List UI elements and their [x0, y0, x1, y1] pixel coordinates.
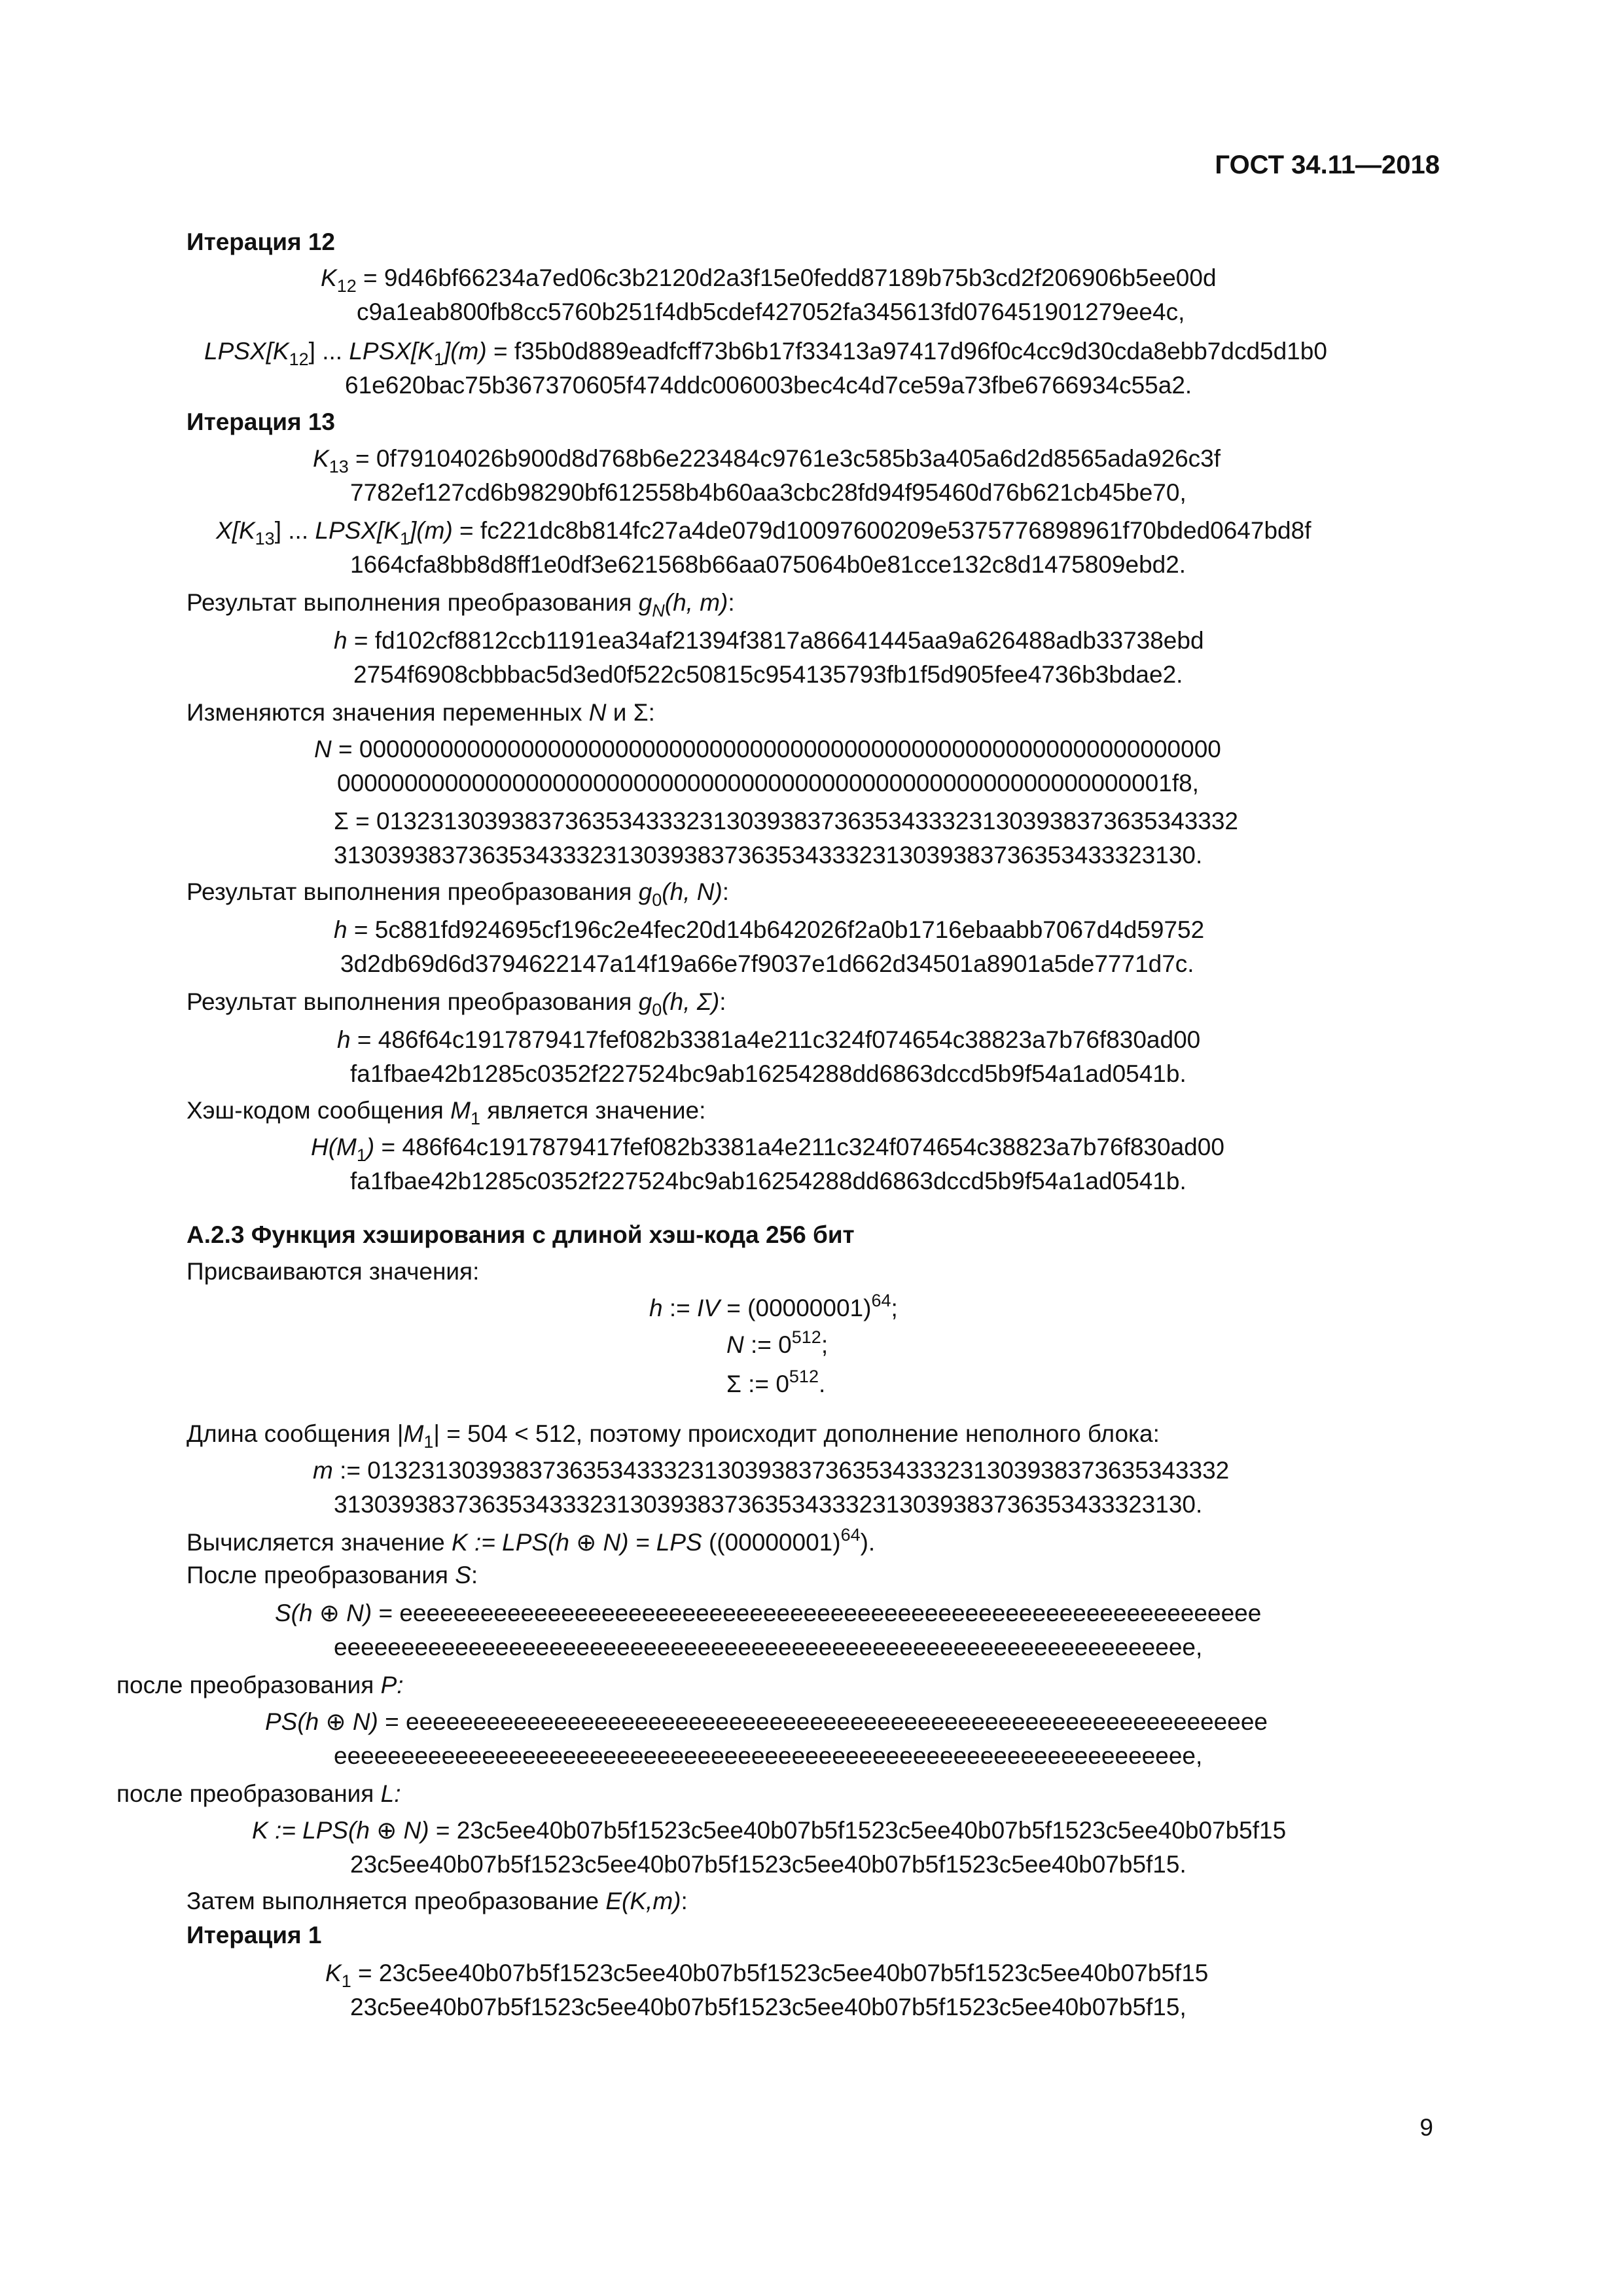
n-line1 [314, 733, 1221, 765]
x-value-1: = fc221dc8b814fc27a4de079d10097600209e5375776898961f70bded0647bd8f [452, 517, 1311, 544]
m-symbol: M [403, 1420, 424, 1447]
assign-sigma-line [726, 1368, 825, 1400]
x-index: 13 [255, 529, 275, 548]
k-formula: K := LPS(h ⊕ N) = LPS [452, 1529, 702, 1556]
length-line [187, 1418, 1160, 1450]
assign-n-value: := 0 [743, 1331, 792, 1358]
g-subscript: 0 [652, 890, 662, 910]
g0s-h-line1 [337, 1024, 1200, 1056]
colon: : [471, 1562, 478, 1588]
kl-line2: 23c5ee40b07b5f1523c5ee40b07b5f1523c5ee40b07b5f1523c5ee40b07b5f15. [350, 1851, 1186, 1878]
k1-value-1: = 23c5ee40b07b5f1523c5ee40b07b5f1523c5ee40b07b5f1523c5ee40b07b5f15 [351, 1960, 1209, 1986]
hash-var: H(M [311, 1134, 357, 1160]
after-s-text: После преобразования [187, 1562, 455, 1588]
g0n-result-label [187, 876, 729, 908]
sigma-line1 [334, 805, 1238, 837]
g0n-label-text: Результат выполнения преобразования [187, 878, 639, 905]
m-value-1: := 0132313039383736353433323130393837363534333231303938373635343332 [332, 1457, 1230, 1484]
assign-n-line [726, 1329, 828, 1361]
hash-subscript: 1 [356, 1145, 366, 1165]
section-title: А.2.3 Функция хэширования с длиной хэш-кода 256 бит [187, 1221, 855, 1248]
g-subscript: 0 [652, 1000, 662, 1020]
hash-value-1: = 486f64c1917879417fef082b3381a4e211c324f074654c38823a7b76f830ad00 [374, 1134, 1224, 1160]
page-header: ГОСТ 34.11—2018 [1215, 151, 1440, 179]
colon: : [681, 1888, 688, 1914]
g0n-h-line2: 3d2db69d6d3794622147a14f19a66e7f9037e1d662d34501a8901a5de7771d7c. [340, 950, 1194, 977]
k1-var: K [325, 1960, 342, 1986]
k-var: K [313, 445, 329, 472]
hash-close: ) [366, 1134, 375, 1160]
sigma-line2: 3130393837363534333231303938373635343332313039383736353433323130. [334, 842, 1203, 869]
iter12-k-line2: c9a1eab800fb8cc5760b251f4db5cdef427052fa345613fd076451901279ee4c, [357, 298, 1185, 325]
s-var: S(h ⊕ N) [275, 1600, 372, 1626]
h-var: h [334, 916, 348, 943]
iv-var: IV [697, 1295, 720, 1321]
e-transform-label [187, 1885, 688, 1917]
iter12-k-line1 [321, 262, 1217, 294]
x-term: X [216, 517, 232, 544]
s-value-1: = eeeeeeeeeeeeeeeeeeeeeeeeeeeeeeeeeeeeeeeeeeeeeeeeeeeeeeeeeeeeeeee [372, 1600, 1262, 1626]
sigma-value-1: = 0132313039383736353433323130393837363534333231303938373635343332 [348, 808, 1239, 834]
iteration-1-title: Итерация 1 [187, 1922, 322, 1948]
iter12-lpsx-line1 [204, 335, 1327, 367]
g-args: (h, Σ) [662, 988, 720, 1015]
iteration-13-title: Итерация 13 [187, 408, 335, 435]
iter12-lpsx-line2: 61e620bac75b367370605f474ddc006003bec4c4d7ce59a73fbe6766934c55a2. [345, 372, 1192, 399]
ps-line1 [265, 1706, 1268, 1738]
kl-line1 [252, 1814, 1286, 1846]
kl-var: K := LPS(h ⊕ N) [252, 1817, 429, 1844]
after-p-label [116, 1669, 404, 1701]
after-s-label [187, 1559, 478, 1591]
h-var: h [337, 1026, 351, 1053]
m-line2: 3130393837363534333231303938373635343332313039383736353433323130. [334, 1491, 1203, 1518]
n-var: N [314, 736, 332, 762]
lpsx-term: LPSX [315, 517, 378, 544]
g-args: (h, m) [664, 589, 728, 616]
iter13-k-line2: 7782ef127cd6b98290bf612558b4b60aa3cbc28fd94f95460d76b621cb45be70, [350, 479, 1186, 506]
after-p-text: после преобразования [116, 1672, 381, 1698]
hash-value-line1 [311, 1131, 1224, 1163]
hash-label-text: Хэш-кодом сообщения [187, 1097, 451, 1124]
h-value-1: = 486f64c1917879417fef082b3381a4e211c324f074654c38823a7b76f830ad00 [350, 1026, 1201, 1053]
k-formula-arg: ((00000001) [702, 1529, 841, 1556]
p-symbol: P: [380, 1672, 404, 1698]
kl-value-1: = 23c5ee40b07b5f1523c5ee40b07b5f1523c5ee40b07b5f1523c5ee40b07b5f15 [429, 1817, 1287, 1844]
length-text-end: | = 504 < 512, поэтому происходит дополнение неполного блока: [433, 1420, 1160, 1447]
hash-label-end: является значение: [480, 1097, 706, 1124]
g-args: (h, N) [662, 878, 722, 905]
e-transform-text: Затем выполняется преобразование [187, 1888, 606, 1914]
s-line1 [275, 1597, 1261, 1629]
lpsx-bracket-2: [K [410, 338, 434, 365]
g0n-h-line1 [334, 914, 1204, 946]
g0s-label-text: Результат выполнения преобразования [187, 988, 639, 1015]
lpsx-index: 1 [399, 529, 410, 548]
iter13-x-line1 [216, 514, 1311, 547]
h-value-1: = fd102cf8812ccb1191ea34af21394f3817a86641445aa9a626488adb33738ebd [347, 627, 1204, 654]
k-index: 12 [336, 276, 357, 296]
sigma-var: Σ [334, 808, 349, 834]
k1-subscript: 1 [341, 1971, 351, 1991]
k-value-1: = 9d46bf66234a7ed06c3b2120d2a3f15e0fedd87189b75b3cd2f206906b5ee00d [356, 264, 1217, 291]
m-line1 [313, 1454, 1229, 1486]
k1-line1 [325, 1957, 1208, 1989]
g0s-h-line2: fa1fbae42b1285c0352f227524bc9ab16254288dd6863dccd5b9f54a1ad0541b. [350, 1060, 1186, 1087]
hash-label [187, 1094, 705, 1126]
k-index: 13 [329, 457, 349, 476]
sigma-var: Σ [726, 1371, 741, 1397]
g0s-result-label [187, 986, 726, 1018]
x-ellipsis: ] ... [274, 517, 315, 544]
iteration-12-title: Итерация 12 [187, 228, 335, 255]
g-symbol: g [638, 988, 652, 1015]
lpsx-arg: ](m) [410, 517, 453, 544]
iter13-x-line2: 1664cfa8bb8d8ff1e0df3e621568b66aa075064b0e81cce132c8d1475809ebd2. [350, 551, 1186, 578]
h-var: h [334, 627, 348, 654]
k-compute-line [187, 1526, 875, 1558]
page-number: 9 [1419, 2114, 1433, 2141]
k-formula-exp: 64 [840, 1525, 861, 1545]
colon: : [719, 988, 726, 1015]
colon: : [722, 878, 730, 905]
h-var: h [649, 1295, 663, 1321]
lpsx-index: 12 [289, 350, 309, 369]
hash-value-line2: fa1fbae42b1285c0352f227524bc9ab16254288dd6863dccd5b9f54a1ad0541b. [350, 1168, 1186, 1194]
ps-line2: eeeeeeeeeeeeeeeeeeeeeeeeeeeeeeeeeeeeeeeeeeeeeeeeeeeeeeeeeeeeeeee, [334, 1742, 1203, 1769]
lpsx-term-2: LPSX [349, 338, 411, 365]
after-l-label [116, 1778, 401, 1810]
e-symbol: E(K,m) [605, 1888, 681, 1914]
m-var: m [313, 1457, 333, 1484]
lpsx-term: LPSX [204, 338, 266, 365]
lpsx-bracket: [K [266, 338, 289, 365]
lpsx-bracket: [K [377, 517, 400, 544]
assign-h-exp: 64 [871, 1291, 891, 1310]
vars-label [187, 696, 655, 728]
gn-h-line2: 2754f6908cbbbac5d3ed0f522c50815c954135793fb1f5d905fee4736b3bdae2. [353, 661, 1183, 688]
assign-label: Присваиваются значения: [187, 1258, 480, 1285]
g-symbol: g [638, 878, 652, 905]
length-text: Длина сообщения | [187, 1420, 404, 1447]
assign-h-line [649, 1292, 898, 1324]
assign-op: := [662, 1295, 698, 1321]
k-var: K [321, 264, 337, 291]
s-symbol: S [455, 1562, 471, 1588]
n-line2: 00000000000000000000000000000000000000000000000000000000000001f8, [337, 770, 1199, 797]
vars-label-text: Изменяются значения переменных [187, 699, 589, 726]
lpsx-value-1: = f35b0d889eadfcff73b6b17f33413a97417d96f0c4cc9d30cda8ebb7dcd5d1b0 [486, 338, 1327, 365]
x-bracket: [K [232, 517, 255, 544]
assign-h-value: = (00000001) [720, 1295, 872, 1321]
lpsx-ellipsis: ] ... [308, 338, 349, 365]
period: . [818, 1371, 826, 1397]
g-symbol: g [638, 589, 652, 616]
iter13-k-line1 [313, 442, 1221, 475]
gn-h-line1 [334, 624, 1204, 656]
ps-var: PS(h ⊕ N) [265, 1708, 378, 1735]
m-subscript: 1 [470, 1109, 480, 1128]
k1-line2: 23c5ee40b07b5f1523c5ee40b07b5f1523c5ee40b07b5f1523c5ee40b07b5f15, [350, 1994, 1186, 2020]
ps-value-1: = eeeeeeeeeeeeeeeeeeeeeeeeeeeeeeeeeeeeeeeeeeeeeeeeeeeeeeeeeeeeeeee [378, 1708, 1268, 1735]
lpsx-arg: ](m) [443, 338, 487, 365]
k-compute-text: Вычисляется значение [187, 1529, 452, 1556]
gn-label-text: Результат выполнения преобразования [187, 589, 639, 616]
gn-result-label [187, 586, 735, 619]
n-symbol: N [588, 699, 607, 726]
g-subscript: N [652, 601, 665, 620]
k-value-1: = 0f79104026b900d8d768b6e223484c9761e3c585b3a405a6d2d8565ada926c3f [348, 445, 1221, 472]
vars-label-end: и Σ: [606, 699, 655, 726]
assign-sigma-value: := 0 [741, 1371, 789, 1397]
s-line2: eeeeeeeeeeeeeeeeeeeeeeeeeeeeeeeeeeeeeeeeeeeeeeeeeeeeeeeeeeeeeeee, [334, 1634, 1203, 1660]
semicolon: ; [821, 1331, 829, 1358]
l-symbol: L: [380, 1780, 401, 1807]
h-value-1: = 5c881fd924695cf196c2e4fec20d14b642026f2a0b1716ebaabb7067d4d59752 [347, 916, 1205, 943]
m-subscript: 1 [423, 1432, 434, 1452]
lpsx-index-2: 1 [433, 350, 444, 369]
n-value-1: = 0000000000000000000000000000000000000000000000000000000000000000 [331, 736, 1221, 762]
assign-sigma-exp: 512 [789, 1367, 819, 1386]
semicolon: ; [891, 1295, 898, 1321]
k-formula-end: ). [860, 1529, 876, 1556]
m-symbol: M [450, 1097, 471, 1124]
after-l-text: после преобразования [116, 1780, 381, 1807]
colon: : [728, 589, 735, 616]
n-var: N [726, 1331, 744, 1358]
assign-n-exp: 512 [791, 1327, 821, 1347]
